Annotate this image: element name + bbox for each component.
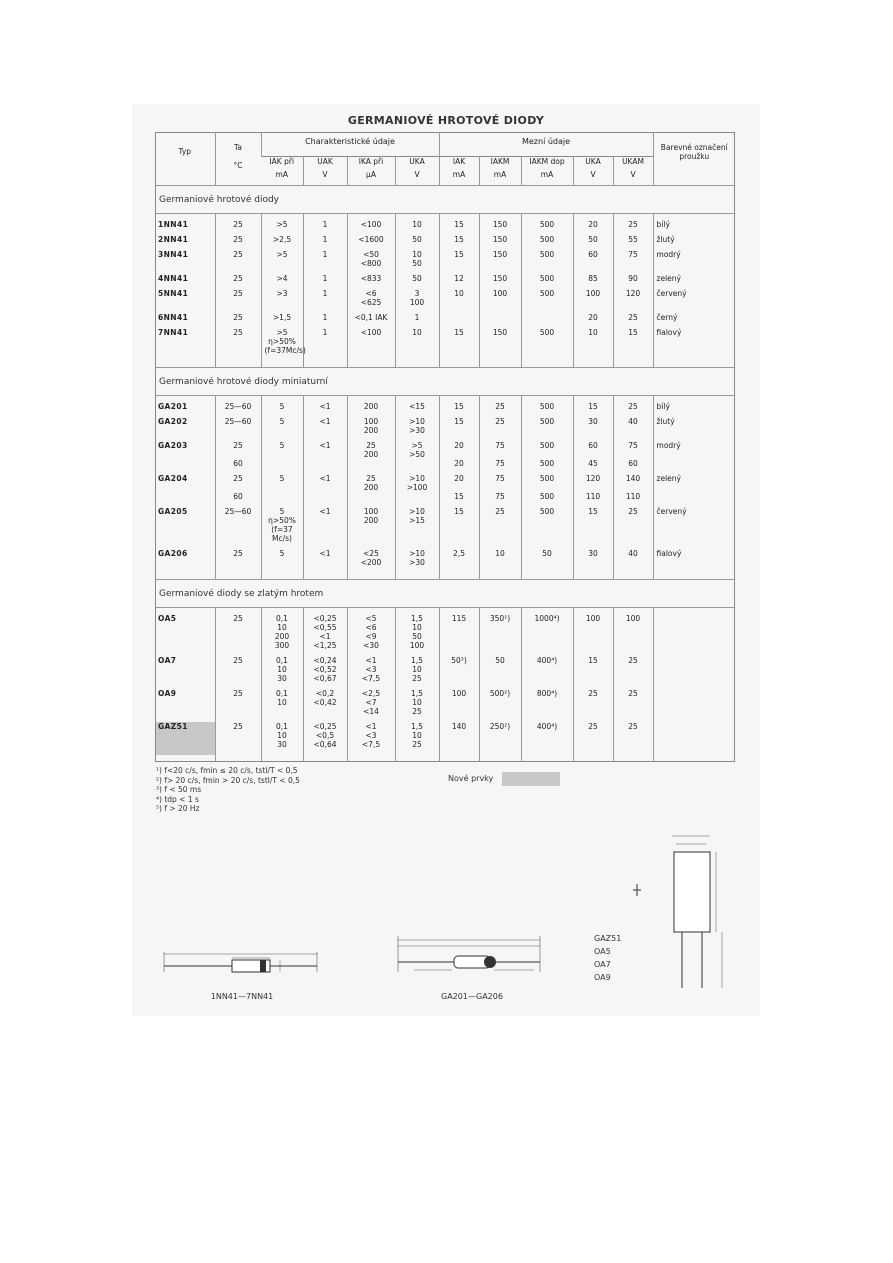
table-row — [155, 274, 735, 289]
value-cell: >4 — [261, 274, 303, 289]
value-cell: 75 — [613, 250, 653, 274]
ga-outline-drawing — [394, 926, 544, 990]
value-cell: <0,1 IAK — [347, 313, 395, 328]
color-cell — [653, 656, 735, 689]
nn41-caption: 1NN41—7NN41 — [210, 992, 274, 1001]
value-cell: 500 — [521, 417, 573, 441]
gaz-type-3: OA7 — [594, 960, 611, 969]
value-cell: 25 — [613, 656, 653, 689]
value-cell: 15 — [613, 328, 653, 361]
type-cell: 4NN41 — [158, 274, 189, 283]
value-cell: 60 45 — [573, 441, 613, 474]
color-cell: fialový — [653, 328, 735, 361]
value-cell: 15 — [573, 507, 613, 549]
value-cell: 10 — [573, 328, 613, 361]
type-cell: GA206 — [158, 549, 188, 558]
color-cell: bílý — [653, 220, 735, 235]
color-cell: zelený — [653, 274, 735, 289]
value-cell: <0,25 <0,5 <0,64 — [303, 722, 347, 755]
value-cell: 20 — [573, 313, 613, 328]
value-cell: 1,5 10 25 — [395, 722, 439, 755]
color-cell — [653, 722, 735, 755]
value-cell: >1,5 — [261, 313, 303, 328]
value-cell: 25 — [215, 549, 261, 573]
value-cell: 20 15 — [439, 474, 479, 507]
value-cell: 400⁴) — [521, 656, 573, 689]
value-cell: 5 — [261, 441, 303, 474]
unit-8: V — [573, 166, 613, 186]
header-char-group: Charakteristické údaje — [261, 133, 439, 157]
value-cell: 25 — [479, 507, 521, 549]
value-cell: 25 — [215, 250, 261, 274]
value-cell: 25 — [215, 614, 261, 656]
color-cell: černý — [653, 313, 735, 328]
unit-5: mA — [439, 166, 479, 186]
value-cell: 200 — [347, 402, 395, 417]
value-cell: <6 <625 — [347, 289, 395, 313]
spacer-cell — [261, 755, 303, 761]
value-cell: 0,1 10 — [261, 689, 303, 722]
value-cell: 1000⁴) — [521, 614, 573, 656]
color-cell: zelený — [653, 474, 735, 507]
value-cell: 150 — [479, 235, 521, 250]
value-cell: 500 — [521, 402, 573, 417]
nn41-outline-drawing — [162, 932, 322, 992]
value-cell: 100 — [613, 614, 653, 656]
value-cell: 15 — [573, 402, 613, 417]
value-cell: 150 — [479, 250, 521, 274]
table-row — [155, 402, 735, 417]
value-cell: 1 — [303, 328, 347, 361]
value-cell: 1 — [303, 250, 347, 274]
col-ika-label: IKA — [358, 157, 371, 166]
value-cell: 15 — [439, 328, 479, 361]
type-cell: OA9 — [158, 689, 177, 698]
value-cell: 250²) — [479, 722, 521, 755]
gaz51-outline-drawing — [632, 826, 732, 996]
legend-new-swatch — [502, 772, 560, 786]
value-cell: 500 — [521, 507, 573, 549]
value-cell: 15 — [439, 417, 479, 441]
value-cell: <1 <3 <7,5 — [347, 656, 395, 689]
value-cell: 25 — [215, 289, 261, 313]
table-row — [155, 328, 735, 361]
value-cell: <0,25 <0,55 <1 <1,25 — [303, 614, 347, 656]
section-header — [155, 186, 735, 214]
table-row — [155, 689, 735, 722]
value-cell: 25 — [613, 722, 653, 755]
value-cell: 25 — [215, 328, 261, 361]
value-cell: <1 <3 <7,5 — [347, 722, 395, 755]
value-cell: 140 — [439, 722, 479, 755]
type-cell: 1NN41 — [158, 220, 189, 229]
type-cell: 2NN41 — [158, 235, 189, 244]
value-cell: 10 — [395, 328, 439, 361]
value-cell: 85 — [573, 274, 613, 289]
value-cell: 25 200 — [347, 441, 395, 474]
value-cell: 50 — [573, 235, 613, 250]
type-cell: GA203 — [158, 441, 188, 450]
value-cell: 500 500 — [521, 474, 573, 507]
value-cell: 5 — [261, 549, 303, 573]
value-cell: 60 — [573, 250, 613, 274]
value-cell — [479, 313, 521, 328]
col-uka: UKA — [395, 157, 439, 167]
value-cell: <1 — [303, 549, 347, 573]
value-cell: 0,1 10 200 300 — [261, 614, 303, 656]
col-pri-1: při — [284, 157, 295, 166]
color-cell: modrý — [653, 250, 735, 274]
value-cell: 75 60 — [613, 441, 653, 474]
value-cell: <1 — [303, 402, 347, 417]
value-cell: 30 — [573, 417, 613, 441]
value-cell: 15 — [439, 402, 479, 417]
unit-9: V — [613, 166, 653, 186]
value-cell: 1 — [303, 274, 347, 289]
value-cell: 2,5 — [439, 549, 479, 573]
section-spacer — [155, 755, 735, 761]
value-cell: 1 — [303, 220, 347, 235]
col-iak — [261, 157, 303, 167]
value-cell: <1 — [303, 507, 347, 549]
value-cell: 120 110 — [573, 474, 613, 507]
header-row-1 — [155, 133, 735, 157]
value-cell: 1,5 10 25 — [395, 689, 439, 722]
table-row — [155, 722, 735, 755]
value-cell: >5 >50 — [395, 441, 439, 474]
color-cell — [653, 689, 735, 722]
value-cell: <0,2 <0,42 — [303, 689, 347, 722]
col-ukam: UKAM — [613, 157, 653, 167]
value-cell: 25 — [215, 656, 261, 689]
value-cell: 100 — [479, 289, 521, 313]
value-cell: 25—60 — [215, 507, 261, 549]
value-cell: 350¹) — [479, 614, 521, 656]
datasheet-page — [132, 104, 760, 1016]
section-title: Germaniové hrotové diody miniaturní — [155, 368, 735, 396]
value-cell: 25 — [613, 313, 653, 328]
value-cell: 5 — [261, 417, 303, 441]
value-cell: 150 — [479, 220, 521, 235]
value-cell: <1 — [303, 417, 347, 441]
value-cell: 3 100 — [395, 289, 439, 313]
type-cell: GA204 — [158, 474, 188, 483]
value-cell: >5 η>50% (f=37Mc/s) — [261, 328, 303, 361]
value-cell: <0,24 <0,52 <0,67 — [303, 656, 347, 689]
type-cell: 7NN41 — [158, 328, 189, 337]
value-cell: 100 200 — [347, 417, 395, 441]
value-cell: 50³) — [439, 656, 479, 689]
unit-1: mA — [275, 170, 288, 179]
header-barevne: Barevné označení proužku — [653, 133, 735, 186]
page-title: GERMANIOVÉ HROTOVÉ DIODY — [347, 114, 545, 127]
value-cell: 500 — [521, 220, 573, 235]
diode-table — [155, 132, 735, 761]
header-typ: Typ — [155, 133, 215, 186]
value-cell: <1600 — [347, 235, 395, 250]
value-cell: <2,5 <7 <14 — [347, 689, 395, 722]
value-cell: >10 >30 — [395, 417, 439, 441]
spacer-cell — [303, 755, 347, 761]
type-cell: GAZ51 — [155, 722, 215, 755]
footnote-1: ¹) f<20 c/s, fmin ≤ 20 c/s, tstl/T < 0,5 — [156, 766, 298, 775]
value-cell: <1 — [303, 474, 347, 507]
value-cell: 500²) — [479, 689, 521, 722]
value-cell: 25 — [215, 235, 261, 250]
value-cell: 25 — [215, 274, 261, 289]
value-cell: 75 75 — [479, 441, 521, 474]
type-cell: GA205 — [158, 507, 188, 516]
value-cell: 20 20 — [439, 441, 479, 474]
value-cell: <5 <6 <9 <30 — [347, 614, 395, 656]
unit-6: mA — [479, 166, 521, 186]
spacer-cell — [395, 755, 439, 761]
value-cell: <1 — [303, 441, 347, 474]
table-row — [155, 507, 735, 549]
unit-3: μA — [347, 166, 395, 186]
value-cell: 5 — [261, 402, 303, 417]
value-cell: 115 — [439, 614, 479, 656]
spacer-cell — [613, 755, 653, 761]
value-cell: <833 — [347, 274, 395, 289]
col-ika — [347, 157, 395, 167]
value-cell: 75 75 — [479, 474, 521, 507]
section-header — [155, 368, 735, 396]
value-cell: 0,1 10 30 — [261, 656, 303, 689]
gaz-type-2: OA5 — [594, 947, 611, 956]
table-row — [155, 441, 735, 474]
table-row — [155, 220, 735, 235]
spacer-cell — [347, 755, 395, 761]
value-cell: 500 — [521, 235, 573, 250]
table-row — [155, 549, 735, 573]
color-cell: modrý — [653, 441, 735, 474]
col-uka-max: UKA — [573, 157, 613, 167]
legend-new-label: Nové prvky — [448, 774, 494, 783]
value-cell: 150 — [479, 274, 521, 289]
section-title: Germaniové diody se zlatým hrotem — [155, 580, 735, 608]
value-cell: 150 — [479, 328, 521, 361]
value-cell: 25 — [215, 722, 261, 755]
value-cell: 40 — [613, 549, 653, 573]
footnote-2: ²) f> 20 c/s, fmin > 20 c/s, tstl/T < 0,5 — [156, 775, 300, 785]
gaz51-type-list — [594, 932, 634, 984]
footnote-3: ³) f < 50 ms — [156, 785, 202, 794]
value-cell: 400⁴) — [521, 722, 573, 755]
value-cell: 55 — [613, 235, 653, 250]
value-cell: >3 — [261, 289, 303, 313]
value-cell: 100 200 — [347, 507, 395, 549]
value-cell: 25 — [613, 220, 653, 235]
value-cell: 140 110 — [613, 474, 653, 507]
col-iak-label: IAK — [269, 157, 282, 166]
value-cell: 0,1 10 30 — [261, 722, 303, 755]
value-cell: 25 — [479, 402, 521, 417]
unit-2: V — [303, 166, 347, 186]
table-row — [155, 474, 735, 507]
unit-4: V — [395, 166, 439, 186]
value-cell: 15 — [573, 656, 613, 689]
value-cell: 15 — [439, 235, 479, 250]
value-cell: 25 — [215, 689, 261, 722]
gaz-type-1: GAZ51 — [594, 934, 622, 943]
color-cell: žlutý — [653, 417, 735, 441]
value-cell: 50 — [521, 549, 573, 573]
header-ta — [215, 133, 261, 186]
table-row — [155, 417, 735, 441]
value-cell: <50 <800 — [347, 250, 395, 274]
value-cell: 30 — [573, 549, 613, 573]
footnote-5: ⁵) f > 20 Hz — [156, 804, 200, 813]
spacer-cell — [215, 755, 261, 761]
value-cell — [521, 313, 573, 328]
value-cell: 100 — [573, 289, 613, 313]
value-cell: 100 — [439, 689, 479, 722]
type-cell: GA202 — [158, 417, 188, 426]
spacer-cell — [479, 755, 521, 761]
value-cell: 25 — [215, 313, 261, 328]
value-cell: >10 >100 — [395, 474, 439, 507]
value-cell: 25 — [479, 417, 521, 441]
value-cell: 25—60 — [215, 402, 261, 417]
value-cell — [439, 313, 479, 328]
value-cell: 800⁴) — [521, 689, 573, 722]
color-cell: bílý — [653, 402, 735, 417]
value-cell: <100 — [347, 328, 395, 361]
col-iak-max: IAK — [439, 157, 479, 167]
value-cell: >10 >30 — [395, 549, 439, 573]
value-cell: 5 — [261, 474, 303, 507]
value-cell: 25 60 — [215, 441, 261, 474]
section-title: Germaniové hrotové diody — [155, 186, 735, 214]
value-cell: 25 — [613, 507, 653, 549]
type-cell: GA201 — [158, 402, 188, 411]
value-cell: 120 — [613, 289, 653, 313]
col-iakm: IAKM — [479, 157, 521, 167]
footnotes — [156, 766, 300, 814]
type-cell: 6NN41 — [158, 313, 189, 322]
value-cell: 25 — [573, 722, 613, 755]
value-cell: 25—60 — [215, 417, 261, 441]
value-cell: 10 — [479, 549, 521, 573]
table-row — [155, 313, 735, 328]
value-cell: 10 — [395, 220, 439, 235]
value-cell: 1 — [395, 313, 439, 328]
value-cell: >5 — [261, 250, 303, 274]
col-uak: UAK — [303, 157, 347, 167]
value-cell: 500 500 — [521, 441, 573, 474]
value-cell: 1 — [303, 235, 347, 250]
value-cell: 50 — [395, 274, 439, 289]
value-cell: 25 — [613, 402, 653, 417]
type-cell: 3NN41 — [158, 250, 189, 259]
footnote-4: ⁴) tdp < 1 s — [156, 794, 199, 804]
value-cell: 1 — [303, 289, 347, 313]
table-row — [155, 235, 735, 250]
ga-caption: GA201—GA206 — [441, 992, 503, 1001]
value-cell: 12 — [439, 274, 479, 289]
type-cell: OA5 — [158, 614, 177, 623]
value-cell: 1,5 10 50 100 — [395, 614, 439, 656]
value-cell: 15 — [439, 507, 479, 549]
value-cell: 25 60 — [215, 474, 261, 507]
value-cell: 500 — [521, 250, 573, 274]
value-cell: >5 — [261, 220, 303, 235]
section-header — [155, 580, 735, 608]
value-cell: 90 — [613, 274, 653, 289]
value-cell: <100 — [347, 220, 395, 235]
table-row — [155, 656, 735, 689]
spacer-cell — [439, 755, 479, 761]
value-cell: 1,5 10 25 — [395, 656, 439, 689]
value-cell: 15 — [439, 220, 479, 235]
table-row — [155, 289, 735, 313]
unit-7: mA — [521, 166, 573, 186]
spacer-cell — [573, 755, 613, 761]
value-cell: 500 — [521, 274, 573, 289]
spacer-cell — [521, 755, 573, 761]
value-cell: 25 — [613, 689, 653, 722]
table-row — [155, 614, 735, 656]
color-cell: červený — [653, 289, 735, 313]
spacer-cell — [155, 755, 215, 761]
value-cell: 10 50 — [395, 250, 439, 274]
value-cell: 5 η>50% (f=37 Mc/s) — [261, 507, 303, 549]
value-cell: 10 — [439, 289, 479, 313]
value-cell: 500 — [521, 289, 573, 313]
color-cell: fialový — [653, 549, 735, 573]
table-body — [155, 186, 735, 762]
col-pri-2: při — [373, 157, 384, 166]
value-cell: >10 >15 — [395, 507, 439, 549]
header-ta-label: Ta — [234, 143, 242, 152]
value-cell: 25 — [215, 220, 261, 235]
col-iakm-dop: IAKM dop — [521, 157, 573, 167]
value-cell: <25 <200 — [347, 549, 395, 573]
value-cell: 25 — [573, 689, 613, 722]
value-cell: 100 — [573, 614, 613, 656]
value-cell: 50 — [395, 235, 439, 250]
value-cell: 500 — [521, 328, 573, 361]
value-cell: 20 — [573, 220, 613, 235]
value-cell: <15 — [395, 402, 439, 417]
gaz-type-4: OA9 — [594, 973, 611, 982]
value-cell: 15 — [439, 250, 479, 274]
value-cell: 50 — [479, 656, 521, 689]
type-cell: 5NN41 — [158, 289, 189, 298]
color-cell: červený — [653, 507, 735, 549]
color-cell: žlutý — [653, 235, 735, 250]
spacer-cell — [653, 755, 735, 761]
type-cell: OA7 — [158, 656, 177, 665]
color-cell — [653, 614, 735, 656]
header-ta-unit: °C — [233, 161, 243, 170]
header-mezni-group: Mezní údaje — [439, 133, 653, 157]
value-cell: 1 — [303, 313, 347, 328]
table-row — [155, 250, 735, 274]
value-cell: 40 — [613, 417, 653, 441]
value-cell: >2,5 — [261, 235, 303, 250]
value-cell: 25 200 — [347, 474, 395, 507]
